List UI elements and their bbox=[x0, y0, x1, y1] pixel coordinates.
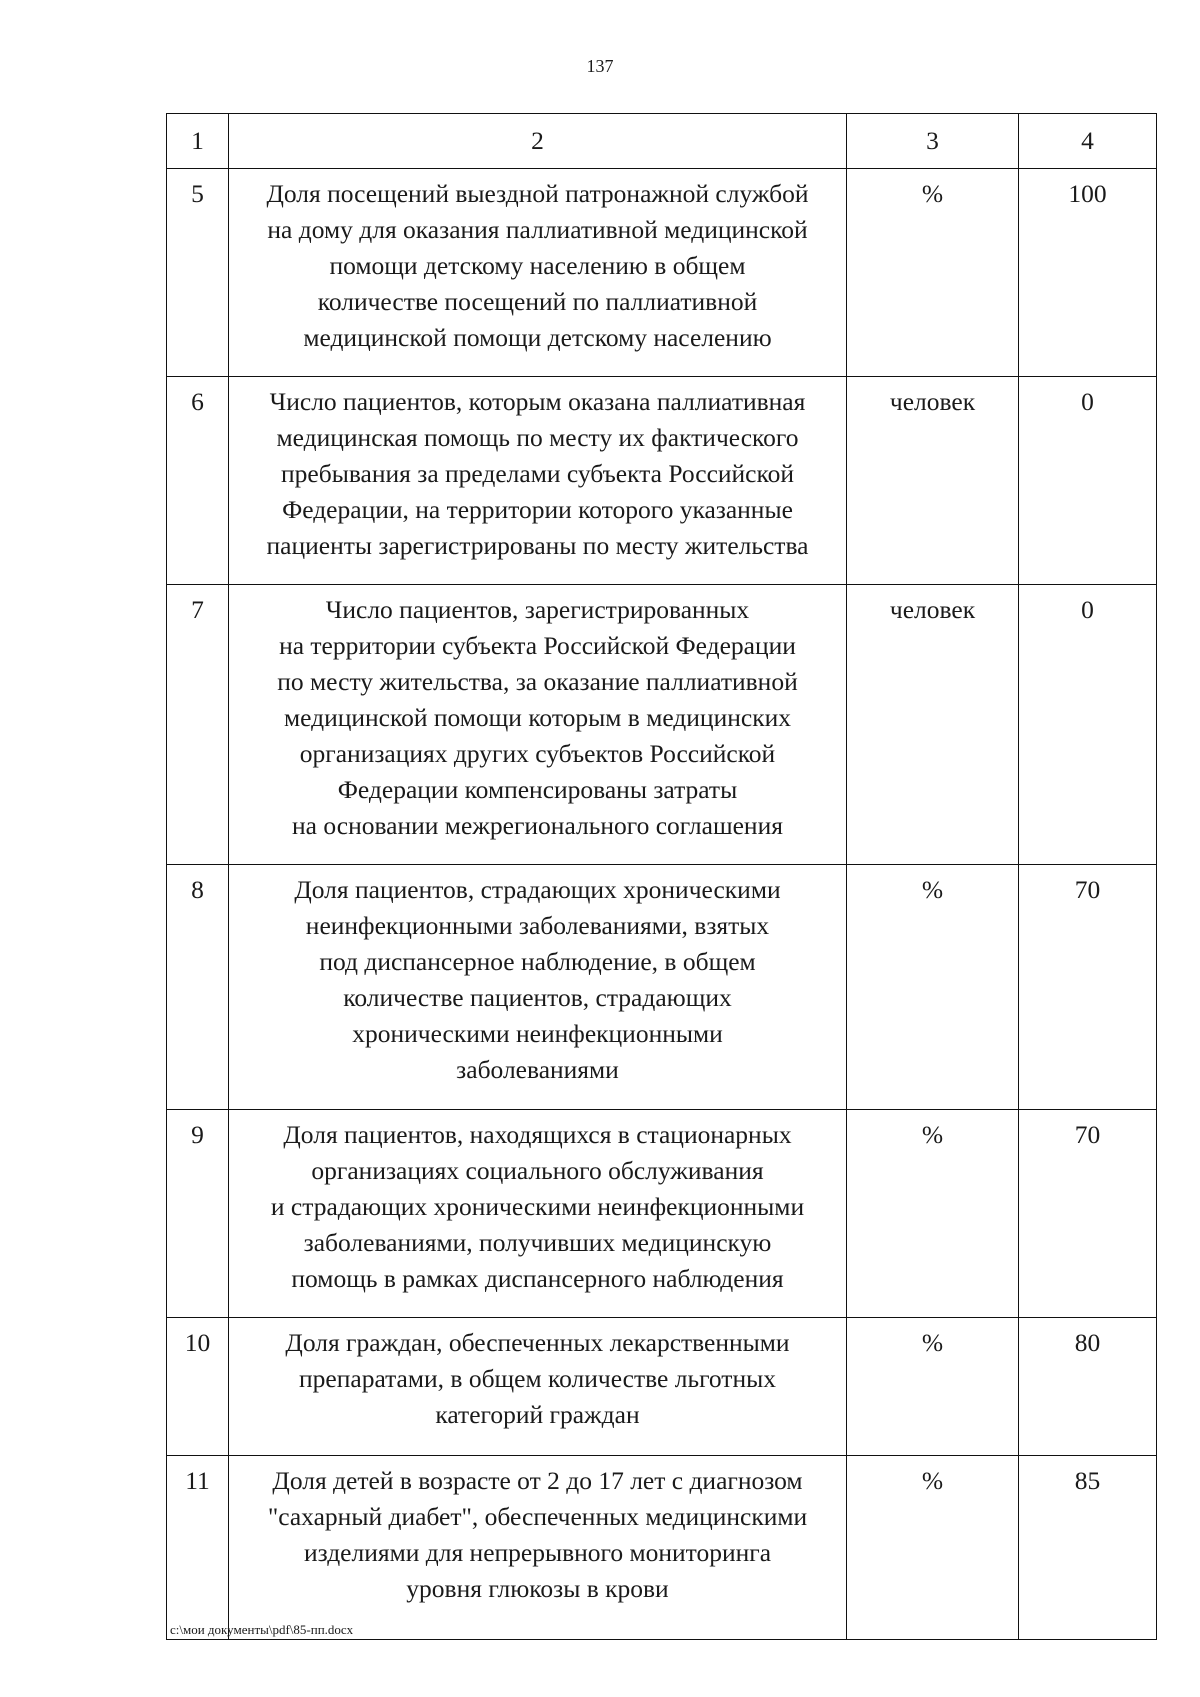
header-cell: 4 bbox=[1019, 114, 1157, 169]
header-cell: 2 bbox=[229, 114, 847, 169]
value-cell: 70 bbox=[1019, 865, 1157, 1110]
table-row bbox=[167, 585, 1157, 865]
table-header-row bbox=[167, 114, 1157, 169]
table-row bbox=[167, 1456, 1157, 1640]
unit-cell: человек bbox=[847, 377, 1019, 585]
unit-cell: % bbox=[847, 1110, 1019, 1318]
table-row bbox=[167, 377, 1157, 585]
row-number: 7 bbox=[167, 585, 229, 865]
row-number: 6 bbox=[167, 377, 229, 585]
value-cell: 0 bbox=[1019, 377, 1157, 585]
indicator-description: Доля детей в возрасте от 2 до 17 лет с диагнозом "сахарный диабет", обеспеченных медицинскими изделиями для непрерывного мониторинга уровня глюкозы в крови bbox=[229, 1456, 847, 1640]
value-cell: 100 bbox=[1019, 169, 1157, 377]
value-cell: 80 bbox=[1019, 1318, 1157, 1456]
row-number: 10 bbox=[167, 1318, 229, 1456]
table-row bbox=[167, 169, 1157, 377]
file-path-footer: c:\мои документы\pdf\85-пп.docx bbox=[170, 1622, 354, 1637]
row-number: 9 bbox=[167, 1110, 229, 1318]
unit-cell: % bbox=[847, 1318, 1019, 1456]
indicator-description: Число пациентов, зарегистрированных на территории субъекта Российской Федерации по месту жительства, за оказание паллиативной медицинской помощи которым в медицинских организациях других субъектов Российской Федерации компенсированы затраты на основании межрегионального соглашения bbox=[229, 585, 847, 865]
page-number: 137 bbox=[586, 56, 614, 76]
indicator-description: Доля граждан, обеспеченных лекарственными препаратами, в общем количестве льготных категорий граждан bbox=[229, 1318, 847, 1456]
row-number: 5 bbox=[167, 169, 229, 377]
indicator-description: Число пациентов, которым оказана паллиативная медицинская помощь по месту их фактического пребывания за пределами субъекта Российской Федерации, на территории которого указанные пациенты зарегистрированы по месту жительства bbox=[229, 377, 847, 585]
unit-cell: % bbox=[847, 865, 1019, 1110]
value-cell: 0 bbox=[1019, 585, 1157, 865]
header-cell: 3 bbox=[847, 114, 1019, 169]
value-cell: 70 bbox=[1019, 1110, 1157, 1318]
unit-cell: % bbox=[847, 169, 1019, 377]
table-row bbox=[167, 1110, 1157, 1318]
indicator-description: Доля посещений выездной патронажной службой на дому для оказания паллиативной медицинской помощи детскому населению в общем количестве посещений по паллиативной медицинской помощи детскому населению bbox=[229, 169, 847, 377]
header-cell: 1 bbox=[167, 114, 229, 169]
table-row bbox=[167, 1318, 1157, 1456]
indicator-description: Доля пациентов, страдающих хроническими неинфекционными заболеваниями, взятых под диспансерное наблюдение, в общем количестве пациентов, страдающих хроническими неинфекционными заболеваниями bbox=[229, 865, 847, 1110]
unit-cell: человек bbox=[847, 585, 1019, 865]
indicator-description: Доля пациентов, находящихся в стационарных организациях социального обслуживания и страдающих хроническими неинфекционными заболеваниями, получивших медицинскую помощь в рамках диспансерного наблюдения bbox=[229, 1110, 847, 1318]
unit-cell: % bbox=[847, 1456, 1019, 1640]
indicators-table bbox=[166, 113, 1157, 1640]
row-number: 11 bbox=[167, 1456, 229, 1640]
value-cell: 85 bbox=[1019, 1456, 1157, 1640]
table-row bbox=[167, 865, 1157, 1110]
row-number: 8 bbox=[167, 865, 229, 1110]
